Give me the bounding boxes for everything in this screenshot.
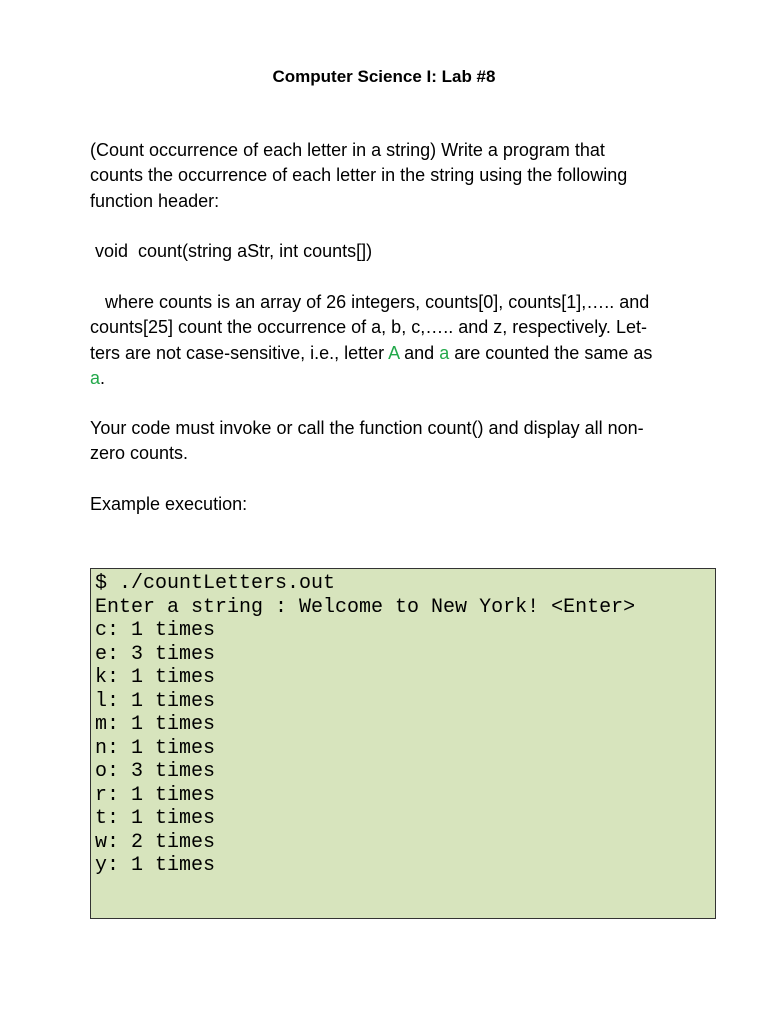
terminal-output-box: [90, 568, 716, 919]
terminal-line: o: 3 times: [95, 760, 216, 783]
example-label-paragraph: [90, 492, 680, 517]
intro-line: (Count occurrence of each letter in a string) Write a program that: [90, 140, 605, 160]
terminal-line: k: 1 times: [95, 666, 216, 689]
instructions-line: zero counts.: [90, 443, 189, 464]
terminal-line: Enter a string : Welcome to New York! <Enter>: [95, 595, 636, 619]
description-line: counts[25] count the occurrence of a, b, c,….. and z, respectively. Let-: [90, 317, 647, 338]
terminal-line: m: 1 times: [95, 713, 216, 736]
example-label: Example execution:: [90, 494, 248, 514]
terminal-line: $ ./countLetters.out: [95, 572, 336, 595]
terminal-line: t: 1 times: [95, 807, 216, 830]
terminal-line: l: 1 times: [95, 689, 216, 713]
terminal-line: r: 1 times: [95, 783, 216, 807]
instructions-line: Your code must invoke or call the function count() and display all non-: [90, 418, 644, 438]
description-text: are counted the same as: [449, 342, 653, 363]
description-text: and: [399, 342, 440, 363]
function-header-text: void count(string aStr, int counts[]): [90, 241, 373, 261]
terminal-line: c: 1 times: [95, 619, 216, 642]
function-header-paragraph: [90, 239, 680, 264]
intro-line: counts the occurrence of each letter in the string using the following: [90, 165, 628, 186]
terminal-line: e: 3 times: [95, 642, 216, 666]
terminal-line: n: 1 times: [95, 736, 216, 760]
highlighted-letter-upper: A: [388, 342, 400, 363]
description-text: .: [100, 367, 106, 388]
intro-paragraph: [90, 138, 680, 214]
highlighted-letter-lower: a: [439, 342, 450, 363]
intro-line: function header:: [90, 190, 220, 211]
description-line: [90, 366, 680, 391]
instructions-paragraph: [90, 416, 680, 467]
description-line: [90, 341, 680, 366]
description-text: ters are not case-sensitive, i.e., letter: [90, 342, 389, 363]
terminal-line: y: 1 times: [95, 854, 216, 877]
page-title: Computer Science I: Lab #8: [272, 67, 496, 86]
description-paragraph: [90, 290, 680, 391]
description-line: where counts is an array of 26 integers, counts[0], counts[1],….. and: [90, 292, 650, 312]
highlighted-letter-result: a: [90, 367, 101, 388]
terminal-line: w: 2 times: [95, 830, 216, 854]
